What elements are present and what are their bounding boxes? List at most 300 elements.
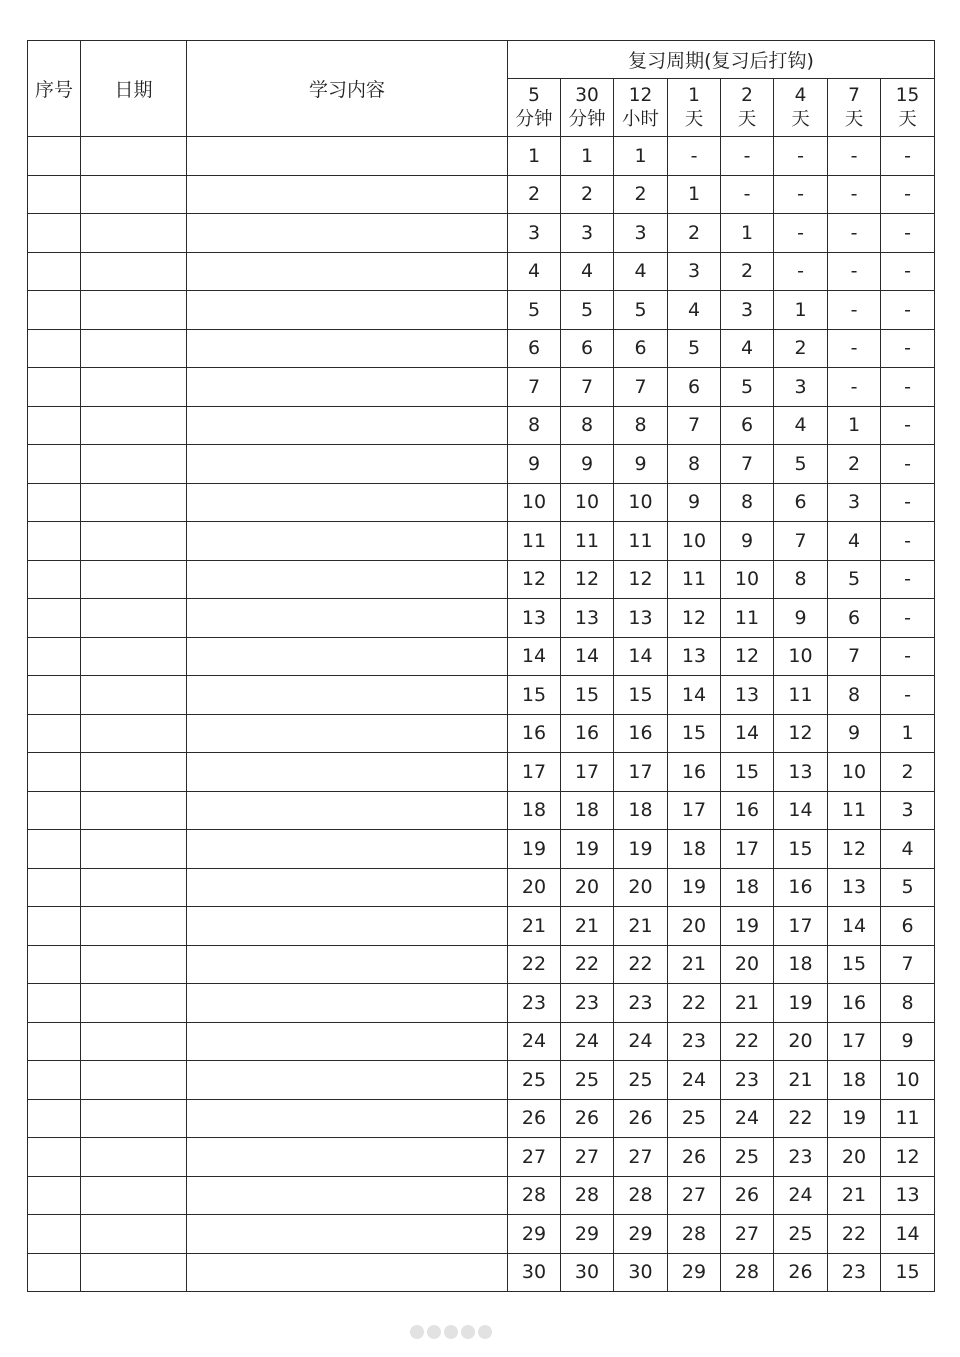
- review-cell[interactable]: 5: [721, 368, 774, 407]
- review-cell[interactable]: 15: [668, 714, 721, 753]
- review-cell[interactable]: -: [881, 252, 935, 291]
- review-cell[interactable]: 7: [668, 406, 721, 445]
- review-cell[interactable]: 8: [721, 483, 774, 522]
- review-cell[interactable]: 26: [561, 1099, 614, 1138]
- content-cell[interactable]: [187, 753, 508, 792]
- review-cell[interactable]: -: [881, 483, 935, 522]
- review-cell[interactable]: 7: [881, 945, 935, 984]
- review-cell[interactable]: 25: [721, 1138, 774, 1177]
- review-cell[interactable]: 15: [828, 945, 881, 984]
- review-cell[interactable]: -: [828, 368, 881, 407]
- review-cell[interactable]: 9: [614, 445, 668, 484]
- review-cell[interactable]: 29: [561, 1215, 614, 1254]
- content-cell[interactable]: [187, 406, 508, 445]
- date-cell[interactable]: [81, 137, 187, 176]
- review-cell[interactable]: 3: [881, 791, 935, 830]
- date-cell[interactable]: [81, 329, 187, 368]
- index-cell[interactable]: [28, 483, 81, 522]
- review-cell[interactable]: 14: [508, 637, 561, 676]
- review-cell[interactable]: 10: [774, 637, 828, 676]
- review-cell[interactable]: 7: [561, 368, 614, 407]
- review-cell[interactable]: 23: [508, 984, 561, 1023]
- review-cell[interactable]: 26: [721, 1176, 774, 1215]
- review-cell[interactable]: 17: [668, 791, 721, 830]
- review-cell[interactable]: 10: [614, 483, 668, 522]
- review-cell[interactable]: 15: [561, 676, 614, 715]
- review-cell[interactable]: 8: [668, 445, 721, 484]
- review-cell[interactable]: 22: [614, 945, 668, 984]
- review-cell[interactable]: -: [881, 676, 935, 715]
- review-cell[interactable]: 7: [508, 368, 561, 407]
- review-cell[interactable]: 18: [828, 1061, 881, 1100]
- index-cell[interactable]: [28, 560, 81, 599]
- review-cell[interactable]: 10: [828, 753, 881, 792]
- review-cell[interactable]: 1: [561, 137, 614, 176]
- review-cell[interactable]: 5: [668, 329, 721, 368]
- index-cell[interactable]: [28, 329, 81, 368]
- content-cell[interactable]: [187, 714, 508, 753]
- review-cell[interactable]: 3: [561, 214, 614, 253]
- review-cell[interactable]: 20: [614, 868, 668, 907]
- review-cell[interactable]: 11: [508, 522, 561, 561]
- review-cell[interactable]: -: [828, 214, 881, 253]
- review-cell[interactable]: 25: [614, 1061, 668, 1100]
- review-cell[interactable]: 20: [668, 907, 721, 946]
- review-cell[interactable]: 21: [614, 907, 668, 946]
- review-cell[interactable]: 4: [721, 329, 774, 368]
- review-cell[interactable]: 18: [508, 791, 561, 830]
- content-cell[interactable]: [187, 137, 508, 176]
- review-cell[interactable]: 29: [508, 1215, 561, 1254]
- date-cell[interactable]: [81, 1022, 187, 1061]
- index-cell[interactable]: [28, 830, 81, 869]
- review-cell[interactable]: 4: [614, 252, 668, 291]
- content-cell[interactable]: [187, 599, 508, 638]
- review-cell[interactable]: 2: [668, 214, 721, 253]
- review-cell[interactable]: 19: [668, 868, 721, 907]
- index-cell[interactable]: [28, 1215, 81, 1254]
- review-cell[interactable]: 21: [828, 1176, 881, 1215]
- review-cell[interactable]: 18: [668, 830, 721, 869]
- review-cell[interactable]: 14: [828, 907, 881, 946]
- review-cell[interactable]: 12: [614, 560, 668, 599]
- review-cell[interactable]: 16: [774, 868, 828, 907]
- content-cell[interactable]: [187, 830, 508, 869]
- review-cell[interactable]: -: [828, 329, 881, 368]
- review-cell[interactable]: 15: [721, 753, 774, 792]
- content-cell[interactable]: [187, 214, 508, 253]
- review-cell[interactable]: 12: [881, 1138, 935, 1177]
- date-cell[interactable]: [81, 175, 187, 214]
- review-cell[interactable]: -: [721, 175, 774, 214]
- review-cell[interactable]: 28: [508, 1176, 561, 1215]
- review-cell[interactable]: 23: [828, 1253, 881, 1292]
- review-cell[interactable]: 13: [668, 637, 721, 676]
- review-cell[interactable]: 2: [774, 329, 828, 368]
- review-cell[interactable]: 19: [721, 907, 774, 946]
- review-cell[interactable]: 30: [508, 1253, 561, 1292]
- review-cell[interactable]: 4: [508, 252, 561, 291]
- review-cell[interactable]: 7: [828, 637, 881, 676]
- review-cell[interactable]: 25: [561, 1061, 614, 1100]
- review-cell[interactable]: 19: [828, 1099, 881, 1138]
- index-cell[interactable]: [28, 1253, 81, 1292]
- content-cell[interactable]: [187, 1253, 508, 1292]
- review-cell[interactable]: 29: [668, 1253, 721, 1292]
- review-cell[interactable]: 12: [561, 560, 614, 599]
- review-cell[interactable]: 30: [614, 1253, 668, 1292]
- review-cell[interactable]: 27: [508, 1138, 561, 1177]
- date-cell[interactable]: [81, 984, 187, 1023]
- review-cell[interactable]: 23: [774, 1138, 828, 1177]
- review-cell[interactable]: 6: [721, 406, 774, 445]
- review-cell[interactable]: 9: [508, 445, 561, 484]
- review-cell[interactable]: 30: [561, 1253, 614, 1292]
- date-cell[interactable]: [81, 1138, 187, 1177]
- content-cell[interactable]: [187, 945, 508, 984]
- review-cell[interactable]: 9: [721, 522, 774, 561]
- review-cell[interactable]: 26: [668, 1138, 721, 1177]
- review-cell[interactable]: 8: [614, 406, 668, 445]
- review-cell[interactable]: -: [881, 291, 935, 330]
- review-cell[interactable]: 2: [721, 252, 774, 291]
- content-cell[interactable]: [187, 791, 508, 830]
- review-cell[interactable]: 22: [668, 984, 721, 1023]
- review-cell[interactable]: 5: [614, 291, 668, 330]
- review-cell[interactable]: -: [881, 214, 935, 253]
- index-cell[interactable]: [28, 676, 81, 715]
- review-cell[interactable]: 6: [614, 329, 668, 368]
- review-cell[interactable]: 13: [561, 599, 614, 638]
- date-cell[interactable]: [81, 868, 187, 907]
- review-cell[interactable]: 6: [561, 329, 614, 368]
- index-cell[interactable]: [28, 945, 81, 984]
- review-cell[interactable]: 4: [828, 522, 881, 561]
- review-cell[interactable]: 21: [774, 1061, 828, 1100]
- review-cell[interactable]: 2: [614, 175, 668, 214]
- review-cell[interactable]: 26: [774, 1253, 828, 1292]
- review-cell[interactable]: 6: [774, 483, 828, 522]
- review-cell[interactable]: 9: [774, 599, 828, 638]
- review-cell[interactable]: 27: [561, 1138, 614, 1177]
- review-cell[interactable]: 10: [721, 560, 774, 599]
- review-cell[interactable]: 28: [614, 1176, 668, 1215]
- review-cell[interactable]: 28: [721, 1253, 774, 1292]
- review-cell[interactable]: 21: [561, 907, 614, 946]
- content-cell[interactable]: [187, 907, 508, 946]
- index-cell[interactable]: [28, 368, 81, 407]
- review-cell[interactable]: -: [774, 252, 828, 291]
- review-cell[interactable]: -: [774, 214, 828, 253]
- review-cell[interactable]: 11: [881, 1099, 935, 1138]
- date-cell[interactable]: [81, 676, 187, 715]
- index-cell[interactable]: [28, 137, 81, 176]
- review-cell[interactable]: 13: [774, 753, 828, 792]
- review-cell[interactable]: 3: [614, 214, 668, 253]
- review-cell[interactable]: 3: [774, 368, 828, 407]
- review-cell[interactable]: 1: [614, 137, 668, 176]
- index-cell[interactable]: [28, 907, 81, 946]
- review-cell[interactable]: 20: [774, 1022, 828, 1061]
- review-cell[interactable]: 1: [828, 406, 881, 445]
- review-cell[interactable]: -: [721, 137, 774, 176]
- index-cell[interactable]: [28, 291, 81, 330]
- review-cell[interactable]: 16: [614, 714, 668, 753]
- review-cell[interactable]: -: [881, 637, 935, 676]
- review-cell[interactable]: 22: [508, 945, 561, 984]
- review-cell[interactable]: 17: [721, 830, 774, 869]
- review-cell[interactable]: 10: [668, 522, 721, 561]
- review-cell[interactable]: -: [668, 137, 721, 176]
- review-cell[interactable]: 5: [774, 445, 828, 484]
- review-cell[interactable]: 27: [614, 1138, 668, 1177]
- review-cell[interactable]: 4: [561, 252, 614, 291]
- review-cell[interactable]: 14: [881, 1215, 935, 1254]
- content-cell[interactable]: [187, 329, 508, 368]
- review-cell[interactable]: -: [828, 291, 881, 330]
- review-cell[interactable]: 24: [668, 1061, 721, 1100]
- content-cell[interactable]: [187, 868, 508, 907]
- review-cell[interactable]: -: [828, 252, 881, 291]
- index-cell[interactable]: [28, 791, 81, 830]
- review-cell[interactable]: 15: [614, 676, 668, 715]
- date-cell[interactable]: [81, 753, 187, 792]
- review-cell[interactable]: 8: [508, 406, 561, 445]
- index-cell[interactable]: [28, 175, 81, 214]
- review-cell[interactable]: 11: [561, 522, 614, 561]
- review-cell[interactable]: 11: [614, 522, 668, 561]
- review-cell[interactable]: 14: [774, 791, 828, 830]
- content-cell[interactable]: [187, 676, 508, 715]
- review-cell[interactable]: 9: [881, 1022, 935, 1061]
- review-cell[interactable]: 27: [668, 1176, 721, 1215]
- review-cell[interactable]: 16: [561, 714, 614, 753]
- review-cell[interactable]: 10: [508, 483, 561, 522]
- content-cell[interactable]: [187, 1176, 508, 1215]
- review-cell[interactable]: 14: [721, 714, 774, 753]
- date-cell[interactable]: [81, 560, 187, 599]
- review-cell[interactable]: 29: [614, 1215, 668, 1254]
- review-cell[interactable]: 23: [721, 1061, 774, 1100]
- review-cell[interactable]: 9: [828, 714, 881, 753]
- review-cell[interactable]: 22: [828, 1215, 881, 1254]
- review-cell[interactable]: -: [774, 175, 828, 214]
- review-cell[interactable]: 24: [614, 1022, 668, 1061]
- review-cell[interactable]: 27: [721, 1215, 774, 1254]
- review-cell[interactable]: -: [881, 175, 935, 214]
- review-cell[interactable]: 12: [668, 599, 721, 638]
- review-cell[interactable]: 13: [881, 1176, 935, 1215]
- index-cell[interactable]: [28, 252, 81, 291]
- review-cell[interactable]: 18: [721, 868, 774, 907]
- review-cell[interactable]: 16: [668, 753, 721, 792]
- review-cell[interactable]: 6: [828, 599, 881, 638]
- index-cell[interactable]: [28, 214, 81, 253]
- review-cell[interactable]: 12: [721, 637, 774, 676]
- content-cell[interactable]: [187, 1215, 508, 1254]
- review-cell[interactable]: 10: [881, 1061, 935, 1100]
- review-cell[interactable]: 13: [614, 599, 668, 638]
- content-cell[interactable]: [187, 291, 508, 330]
- review-cell[interactable]: 22: [561, 945, 614, 984]
- review-cell[interactable]: 12: [774, 714, 828, 753]
- content-cell[interactable]: [187, 175, 508, 214]
- date-cell[interactable]: [81, 368, 187, 407]
- review-cell[interactable]: 4: [881, 830, 935, 869]
- review-cell[interactable]: 9: [561, 445, 614, 484]
- content-cell[interactable]: [187, 1061, 508, 1100]
- review-cell[interactable]: -: [881, 560, 935, 599]
- date-cell[interactable]: [81, 1061, 187, 1100]
- review-cell[interactable]: 1: [881, 714, 935, 753]
- review-cell[interactable]: 20: [721, 945, 774, 984]
- date-cell[interactable]: [81, 1215, 187, 1254]
- review-cell[interactable]: 22: [774, 1099, 828, 1138]
- date-cell[interactable]: [81, 1099, 187, 1138]
- review-cell[interactable]: 21: [668, 945, 721, 984]
- review-cell[interactable]: 15: [508, 676, 561, 715]
- review-cell[interactable]: 3: [508, 214, 561, 253]
- review-cell[interactable]: 1: [508, 137, 561, 176]
- index-cell[interactable]: [28, 1099, 81, 1138]
- review-cell[interactable]: 10: [561, 483, 614, 522]
- date-cell[interactable]: [81, 406, 187, 445]
- review-cell[interactable]: -: [881, 599, 935, 638]
- date-cell[interactable]: [81, 252, 187, 291]
- review-cell[interactable]: 16: [508, 714, 561, 753]
- review-cell[interactable]: 8: [774, 560, 828, 599]
- review-cell[interactable]: 13: [721, 676, 774, 715]
- review-cell[interactable]: 5: [561, 291, 614, 330]
- review-cell[interactable]: 18: [561, 791, 614, 830]
- date-cell[interactable]: [81, 830, 187, 869]
- review-cell[interactable]: 17: [508, 753, 561, 792]
- index-cell[interactable]: [28, 753, 81, 792]
- content-cell[interactable]: [187, 560, 508, 599]
- review-cell[interactable]: 3: [668, 252, 721, 291]
- review-cell[interactable]: 2: [828, 445, 881, 484]
- review-cell[interactable]: 7: [614, 368, 668, 407]
- review-cell[interactable]: -: [881, 445, 935, 484]
- review-cell[interactable]: 5: [881, 868, 935, 907]
- review-cell[interactable]: 1: [721, 214, 774, 253]
- review-cell[interactable]: 19: [774, 984, 828, 1023]
- review-cell[interactable]: 11: [774, 676, 828, 715]
- date-cell[interactable]: [81, 445, 187, 484]
- index-cell[interactable]: [28, 714, 81, 753]
- review-cell[interactable]: 20: [828, 1138, 881, 1177]
- review-cell[interactable]: 12: [508, 560, 561, 599]
- review-cell[interactable]: 5: [508, 291, 561, 330]
- content-cell[interactable]: [187, 252, 508, 291]
- review-cell[interactable]: 16: [721, 791, 774, 830]
- review-cell[interactable]: 1: [668, 175, 721, 214]
- review-cell[interactable]: 4: [668, 291, 721, 330]
- review-cell[interactable]: 11: [668, 560, 721, 599]
- content-cell[interactable]: [187, 368, 508, 407]
- review-cell[interactable]: 26: [614, 1099, 668, 1138]
- content-cell[interactable]: [187, 1022, 508, 1061]
- date-cell[interactable]: [81, 945, 187, 984]
- review-cell[interactable]: 19: [561, 830, 614, 869]
- review-cell[interactable]: 7: [721, 445, 774, 484]
- review-cell[interactable]: 25: [668, 1099, 721, 1138]
- content-cell[interactable]: [187, 637, 508, 676]
- review-cell[interactable]: 25: [774, 1215, 828, 1254]
- date-cell[interactable]: [81, 637, 187, 676]
- review-cell[interactable]: -: [881, 368, 935, 407]
- index-cell[interactable]: [28, 1022, 81, 1061]
- content-cell[interactable]: [187, 522, 508, 561]
- review-cell[interactable]: 20: [561, 868, 614, 907]
- date-cell[interactable]: [81, 522, 187, 561]
- review-cell[interactable]: 15: [774, 830, 828, 869]
- review-cell[interactable]: 24: [508, 1022, 561, 1061]
- review-cell[interactable]: 21: [508, 907, 561, 946]
- review-cell[interactable]: 11: [828, 791, 881, 830]
- review-cell[interactable]: 2: [561, 175, 614, 214]
- index-cell[interactable]: [28, 984, 81, 1023]
- review-cell[interactable]: 14: [614, 637, 668, 676]
- review-cell[interactable]: 22: [721, 1022, 774, 1061]
- review-cell[interactable]: -: [881, 406, 935, 445]
- review-cell[interactable]: 9: [668, 483, 721, 522]
- review-cell[interactable]: 25: [508, 1061, 561, 1100]
- review-cell[interactable]: 24: [561, 1022, 614, 1061]
- review-cell[interactable]: -: [828, 137, 881, 176]
- review-cell[interactable]: 3: [721, 291, 774, 330]
- review-cell[interactable]: 15: [881, 1253, 935, 1292]
- content-cell[interactable]: [187, 1138, 508, 1177]
- review-cell[interactable]: 19: [508, 830, 561, 869]
- review-cell[interactable]: 12: [828, 830, 881, 869]
- review-cell[interactable]: 17: [828, 1022, 881, 1061]
- review-cell[interactable]: -: [774, 137, 828, 176]
- review-cell[interactable]: 26: [508, 1099, 561, 1138]
- review-cell[interactable]: 20: [508, 868, 561, 907]
- content-cell[interactable]: [187, 1099, 508, 1138]
- review-cell[interactable]: -: [881, 137, 935, 176]
- review-cell[interactable]: 6: [881, 907, 935, 946]
- date-cell[interactable]: [81, 1253, 187, 1292]
- review-cell[interactable]: 28: [668, 1215, 721, 1254]
- review-cell[interactable]: -: [828, 175, 881, 214]
- date-cell[interactable]: [81, 214, 187, 253]
- review-cell[interactable]: 1: [774, 291, 828, 330]
- content-cell[interactable]: [187, 483, 508, 522]
- review-cell[interactable]: 8: [828, 676, 881, 715]
- review-cell[interactable]: -: [881, 329, 935, 368]
- review-cell[interactable]: 16: [828, 984, 881, 1023]
- review-cell[interactable]: 7: [774, 522, 828, 561]
- review-cell[interactable]: 4: [774, 406, 828, 445]
- index-cell[interactable]: [28, 599, 81, 638]
- review-cell[interactable]: 8: [561, 406, 614, 445]
- review-cell[interactable]: 13: [828, 868, 881, 907]
- review-cell[interactable]: 2: [508, 175, 561, 214]
- review-cell[interactable]: 8: [881, 984, 935, 1023]
- review-cell[interactable]: 13: [508, 599, 561, 638]
- index-cell[interactable]: [28, 1138, 81, 1177]
- review-cell[interactable]: 17: [561, 753, 614, 792]
- index-cell[interactable]: [28, 406, 81, 445]
- index-cell[interactable]: [28, 637, 81, 676]
- date-cell[interactable]: [81, 791, 187, 830]
- review-cell[interactable]: 5: [828, 560, 881, 599]
- date-cell[interactable]: [81, 907, 187, 946]
- review-cell[interactable]: 23: [668, 1022, 721, 1061]
- review-cell[interactable]: 18: [614, 791, 668, 830]
